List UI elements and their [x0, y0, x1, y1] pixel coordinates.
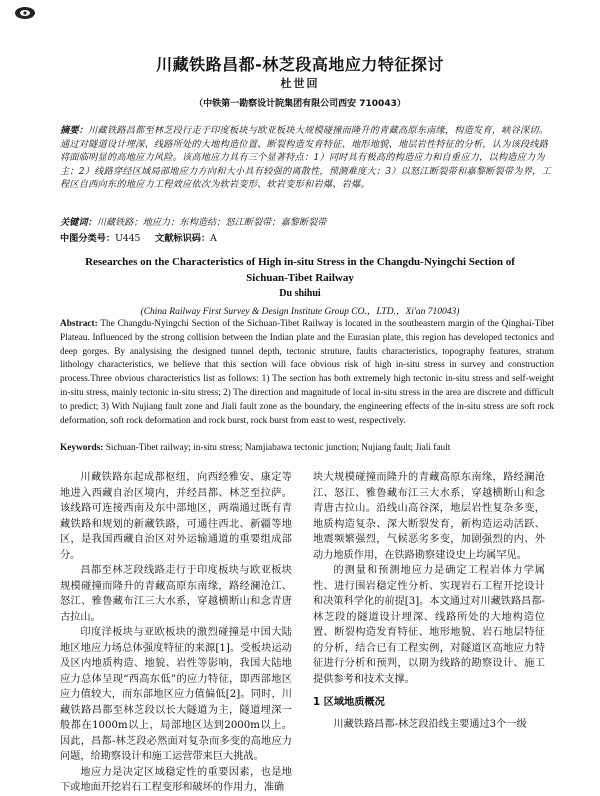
keywords-en-label: Keywords: — [60, 443, 104, 453]
keywords-cn — [60, 216, 552, 230]
author-en: Du shihui — [279, 288, 321, 299]
journal-logo-icon — [14, 6, 36, 20]
abstract-en-text: The Changdu-Nyingchi Section of the Sichuan-Tibet Railway is located in the southeastern margin of the Qinghai-Tibet Plateau. Influenced by the strong collision between the Indian plate and the Eurasian plate, this region has developed tectonics and deep gorges. By analysising the designed tunnel depth, tectonic struture, faults characteristics, topography features, stratum lithology characteristics, we believe that this section will face obvious risk of high in-situ stress in survey and construction process.Three obvious characteristics list as follows: 1) The section has both extremely high tectonic in-situ stress and self-weight in-situ stress, mainly tectonic in-situ stress; 2) The direction and magnitude of local in-situ stress in the area are discrete and difficult to predict; 3) With Nujiang fault zone and Jiali fault zone as the boundary, the engineering effects of the in-situ stress are soft rock deformation, soft rock deformation and rock burst, rock burst from east to west, respectively. — [60, 319, 555, 426]
section-heading: 1 区域地质概况 — [313, 697, 385, 708]
doc-code-value: A — [210, 233, 217, 244]
abstract-cn — [60, 124, 552, 192]
body-column-right — [313, 470, 545, 732]
paper-title-en-line2: Sichuan-Tibet Railway — [246, 272, 354, 284]
abstract-cn-text: 川藏铁路昌都至林芝段行走于印度板块与欧亚板块大规模碰撞而隆升的青藏高原东南缘，构造发育，峡谷深切。通过对隧道设计埋深、线路所处的大地构造位置、断裂构造发育特征、地形地貌、地层岩性特征的分析，认为该段线路将面临明显的高地应力风险。该高地应力具有三个显著特点：1）同时具有极高的构造应力和自重应力，以构造应力为主；2）线路穿经区域局部地应力方向和大小具有较强的离散性，预测难度大；3）以怒江断裂带和嘉黎断裂带为界，工程区自西向东的地应力工程效应依次为软岩变形、软岩变形和岩爆、岩爆。 — [60, 125, 551, 191]
paper-title-en-line1: Researches on the Characteristics of High in-situ Stress in the Changdu-Nyingchi Section of — [85, 256, 515, 268]
affiliation-en: (China Railway First Survey & Design Institute Group CO.，LTD.，Xi'an 710043) — [140, 307, 460, 317]
body-paragraph: 印度洋板块与亚欧板块的激烈碰撞是中国大陆地区地应力场总体强度特征的来源[1]。受板块运动及区内地质构造、地貌、岩性等影响，我国大陆地应力总体呈现“西高东低”的应力特征，即西部地区应力值较大，而东部地区应力值偏低[2]。同时，川藏铁路昌都至林芝段以长大隧道为主，隧道埋深一般都在1000m以上，局部地区达到2000m以上。因此，昌都-林芝段必然面对复杂而多变的高地应力问题，给勘察设计和施工运营带来巨大挑战。 — [60, 627, 292, 762]
keywords-cn-label: 关键词： — [60, 217, 97, 228]
abstract-en — [60, 318, 554, 428]
body-paragraph: 地应力是决定区域稳定性的重要因素，也是地下或地面开挖岩石工程变形和破坏的作用力，准确 — [60, 766, 292, 793]
body-paragraph: 块大规模碰撞而隆升的青藏高原东南缘，路经澜沧江、怒江、雅鲁藏布江三大水系，穿越横断山和念青唐古拉山。沿线山高谷深，地层岩性复杂多变，地质构造复杂、深大断裂发育，新构造运动活跃、地震频繁强烈，气候恶劣多变，加剧强烈的内、外动力地质作用，在铁路勘察建设史上均属罕见。 — [313, 472, 545, 561]
keywords-en-text: Sichuan-Tibet railway; in-situ stress; Namjiabawa tectonic junction; Nujiang fault; Jiali fault — [105, 443, 451, 453]
cls-value: U445 — [115, 233, 141, 244]
affiliation-cn: （中铁第一勘察设计院集团有限公司西安 710043） — [194, 99, 406, 109]
author-cn: 杜世回 — [280, 77, 320, 90]
doc-code-label: 文献标识码： — [155, 233, 211, 244]
keywords-cn-text: 川藏铁路；地应力；东构造结；怒江断裂带；嘉黎断裂带 — [96, 217, 327, 228]
classification-cn — [60, 232, 552, 246]
body-paragraph: 的测量和预测地应力是确定工程岩体力学属性、进行围岩稳定性分析、实现岩石工程开挖设计和决策科学化的前提[3]。本文通过对川藏铁路昌都-林芝段的隧道设计埋深、线路所处的大地构造位置、断裂构造发育特征、地形地貌、岩石地层特征的分析，结合已有工程实例，对隧道区高地应力特征进行分析和预判，以期为线路的勘察设计、施工提供参考和技术支撑。 — [313, 565, 545, 685]
body-paragraph: 昌都至林芝段线路走行于印度板块与欧亚板块规模碰撞而隆升的青藏高原东南缘，路经澜沧江、怒江、雅鲁藏布江三大水系，穿越横断山和念青唐古拉山。 — [60, 565, 292, 623]
body-column-left — [60, 470, 292, 796]
paper-title-cn: 川藏铁路昌都-林芝段高地应力特征探讨 — [156, 55, 444, 74]
abstract-cn-label: 摘要： — [60, 125, 89, 136]
abstract-en-label: Abstract: — [60, 319, 98, 329]
body-paragraph: 川藏铁路东起成都枢纽，向西经雅安、康定等地进入西藏自治区境内，并经昌都、林芝至拉萨。该线路可连接西南及东中部地区，两端通过既有青藏铁路和规划的新藏铁路，可通往西北、新疆等地区，是我国西藏自治区对外运输通道的重要组成部分。 — [60, 472, 292, 561]
body-paragraph: 川藏铁路昌都-林芝段沿线主要通过3个一级 — [333, 718, 527, 730]
keywords-en — [60, 442, 554, 456]
cls-label: 中图分类号： — [60, 233, 116, 244]
paper-title-en — [0, 254, 600, 286]
